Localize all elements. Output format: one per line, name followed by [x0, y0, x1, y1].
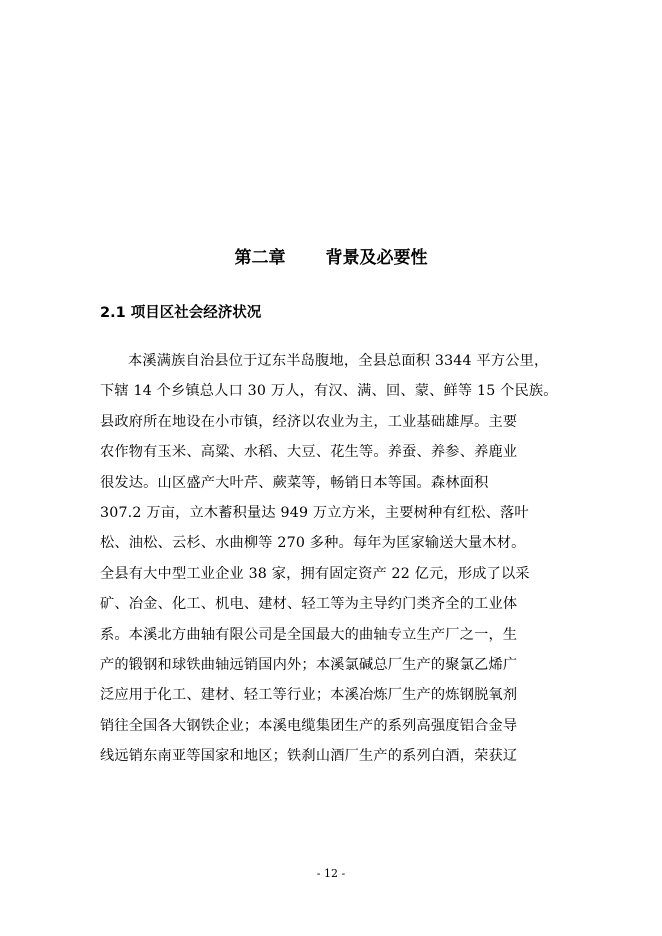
text-line: 农作物有玉米、高粱、水稻、大豆、花生等。养蚕、养参、养鹿业	[100, 444, 518, 461]
text-line: 线远销东南亚等国家和地区；铁刹山酒厂生产的系列白酒，荣获辽	[100, 748, 518, 765]
text-line: 本溪满族自治县位于辽东半岛腹地，全县总面积 3344 平方公里，	[128, 353, 549, 369]
body-paragraph	[100, 346, 580, 771]
text-line: 产的锻钢和球铁曲轴远销国内外；本溪氯碱总厂生产的聚氯乙烯广	[100, 656, 518, 673]
text-line: 县政府所在地设在小市镇，经济以农业为主，工业基础雄厚。主要	[100, 413, 518, 430]
text-line: 松、油松、云杉、水曲柳等 270 多种。每年为匡家输送大量木材。	[100, 535, 526, 552]
chapter-title	[0, 244, 662, 272]
text-line: 307.2 万亩，立木蓄积量达 949 万立方米，主要树种有红松、落叶	[100, 504, 529, 521]
page-number: - 12 -	[316, 867, 346, 880]
text-line: 泛应用于化工、建材、轻工等行业；本溪冶炼厂生产的炼钢脱氧剂	[100, 687, 518, 704]
section-heading: 2.1 项目区社会经济状况	[100, 305, 262, 321]
chapter-number: 第二章	[234, 248, 286, 268]
text-line: 很发达。山区盛产大叶芹、蕨菜等，畅销日本等国。森林面积	[100, 474, 489, 491]
text-line: 销往全国各大钢铁企业；本溪电缆集团生产的系列高强度铝合金导	[100, 717, 518, 734]
chapter-name: 背景及必要性	[325, 248, 428, 268]
text-line: 全县有大中型工业企业 38 家，拥有固定资产 22 亿元，形成了以采	[100, 565, 530, 582]
text-line: 系。本溪北方曲轴有限公司是全国最大的曲轴专立生产厂之一，生	[100, 626, 518, 643]
text-line: 下辖 14 个乡镇总人口 30 万人，有汉、满、回、蒙、鲜等 15 个民族。	[100, 383, 558, 400]
text-line: 矿、冶金、化工、机电、建材、轻工等为主导约门类齐全的工业体	[100, 596, 518, 613]
